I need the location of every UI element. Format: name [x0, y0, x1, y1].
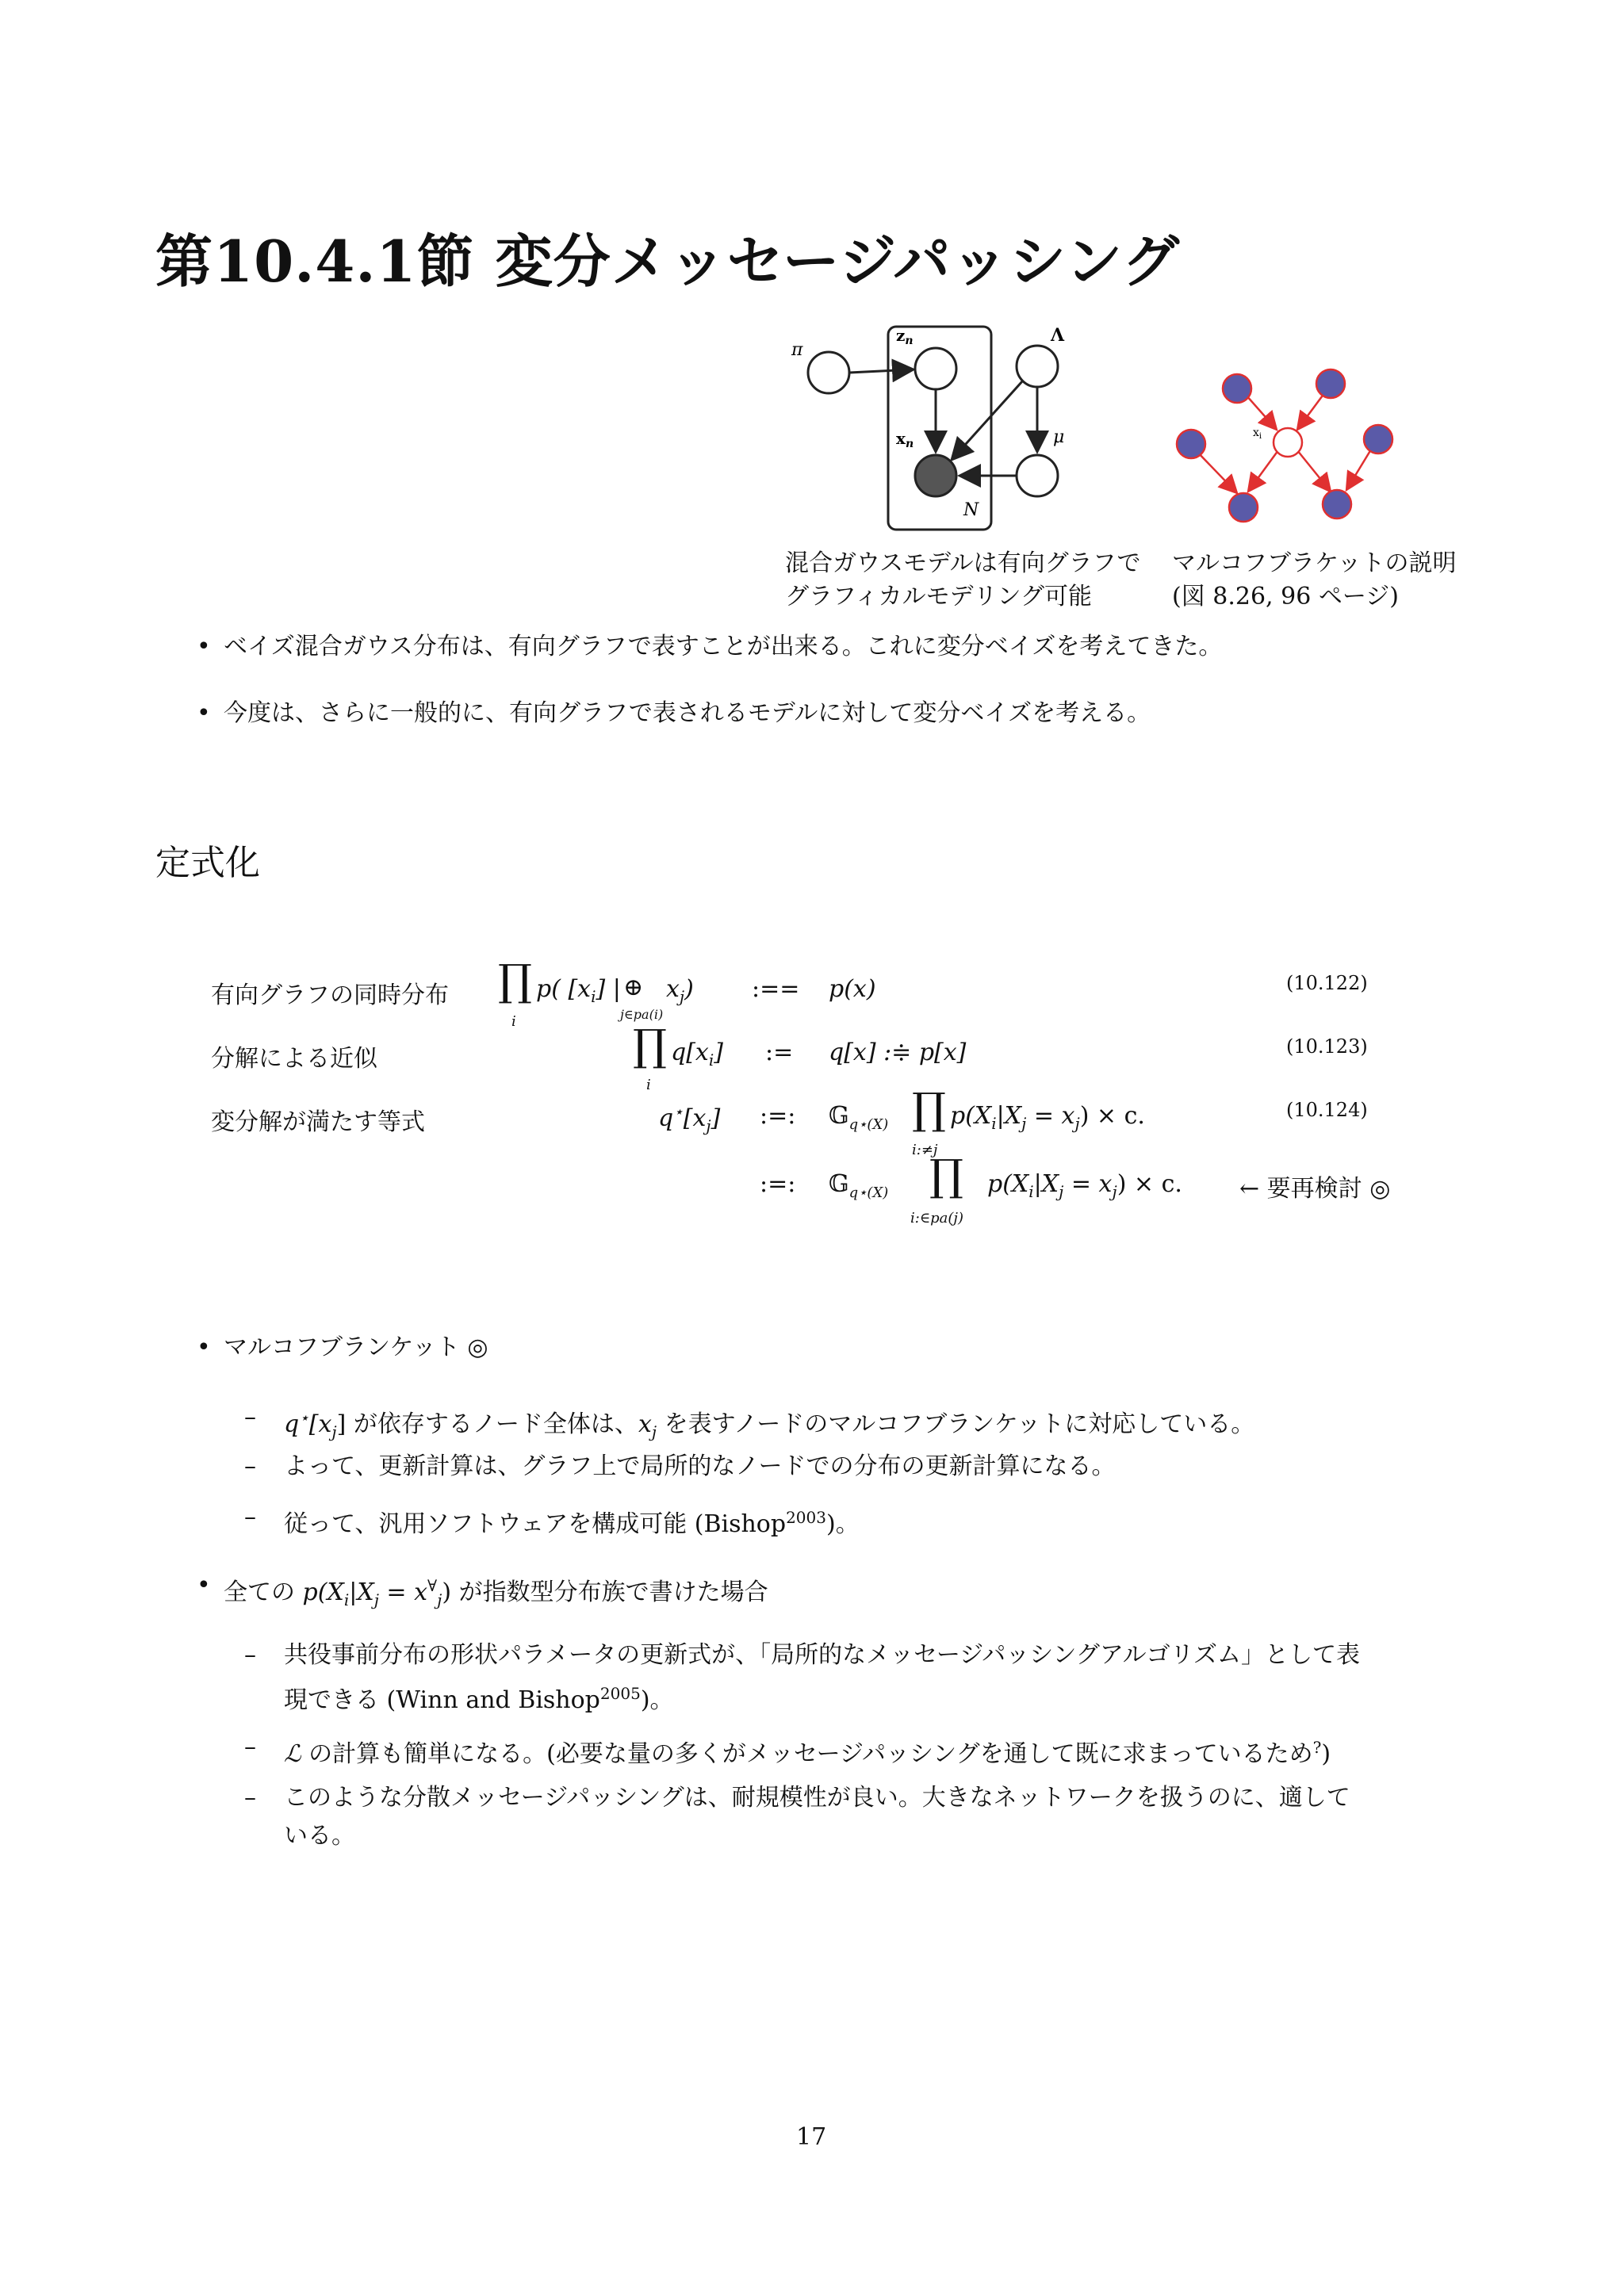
mb-edge-6	[1346, 446, 1373, 490]
mb-edge-3	[1196, 450, 1237, 493]
eq-lhs-approx: $q[x_i]$	[671, 1039, 723, 1070]
eq-op-joint: :==	[752, 975, 800, 1003]
product-symbol: ∏	[912, 1084, 946, 1134]
sub-bullet-item: – 共役事前分布の形状パラメータの更新式が、「局所的なメッセージパッシングアルゴリズム」として表 現できる (Winn and Bishop$^{2005}$)。	[284, 1636, 1360, 1720]
mb-edge-5	[1297, 450, 1331, 492]
eq-rhs-approx: q[x] :≑ p[x]	[829, 1039, 967, 1066]
eq-op-variational: :=:	[760, 1102, 796, 1130]
sub-bullet-item: – ℒ の計算も簡単になる。(必要な量の多くがメッセージパッシングを通して既に求まっているため?)	[284, 1728, 1331, 1774]
bullet-text: マルコフブランケット ◎	[224, 1334, 488, 1361]
markov-caption-line1: マルコフブラケットの説明	[1172, 549, 1457, 577]
eq-label-approx: 分解による近似	[211, 1045, 377, 1073]
x-label: $x_n$	[896, 429, 914, 450]
eq-number: (10.124)	[1286, 1099, 1368, 1121]
product-subscript: i:∈pa(j)	[910, 1210, 964, 1226]
page-number: 17	[796, 2123, 827, 2151]
expectation-symbol: 𝔾$_{q⋆(X)}$	[829, 1102, 889, 1133]
product-symbol: ∏	[498, 955, 532, 1005]
mb-coparent-node-1	[1177, 430, 1205, 458]
subsection-title: 定式化	[155, 843, 260, 883]
sub-bullet-item: – このような分散メッセージパッシングは、耐規模性が良い。大きなネットワークを扱うのに、適して いる。	[284, 1779, 1350, 1855]
sub-bullet-dash: –	[244, 1733, 256, 1761]
eq-op-approx: :=	[765, 1039, 794, 1066]
mu-node	[1017, 455, 1058, 496]
eq-number: (10.122)	[1286, 972, 1368, 994]
sub-bullet-item: – 従って、汎用ソフトウェアを構成可能 (Bishop$^{2003}$)。	[284, 1498, 860, 1544]
bullet-text: 今度は、さらに一般的に、有向グラフで表されるモデルに対して変分ベイズを考える。	[224, 699, 1151, 727]
z-label: $z_n$	[896, 326, 914, 347]
product-symbol: ∏	[929, 1150, 963, 1200]
bullet-item	[197, 695, 1151, 733]
markov-caption-line2: (図 8.26, 96 ページ)	[1172, 583, 1399, 610]
sub-bullet-dash: –	[244, 1452, 256, 1480]
bullet-item	[197, 628, 1223, 666]
mb-edge-4	[1248, 450, 1278, 492]
mb-child-node-2	[1323, 490, 1351, 519]
eq-rhs-variational: $p(X_i|X_j = x_j) \times c$.	[950, 1102, 1145, 1133]
mb-center-label: $x_i$	[1253, 427, 1262, 441]
lambda-label: Λ	[1051, 325, 1065, 346]
product-subscript: i	[646, 1077, 651, 1093]
section-title: 第10.4.1節 変分メッセージパッシング	[155, 228, 1180, 295]
mb-parent-node-2	[1316, 369, 1345, 398]
bullet-dot: •	[197, 1334, 211, 1361]
oplus-subscript: j∈pa(i)	[620, 1007, 664, 1022]
z-node	[915, 348, 956, 389]
markov-figure-caption	[1172, 547, 1457, 614]
sub-bullet-dash: –	[244, 1641, 256, 1669]
expectation-symbol: 𝔾$_{q⋆(X)}$	[829, 1170, 889, 1201]
eq-label-variational: 変分解が満たす等式	[211, 1108, 425, 1136]
plate-label: N	[963, 500, 979, 520]
mu-label: μ	[1053, 427, 1065, 447]
eq-rhs-variational-2: $p(X_i|X_j = x_j) \times c$.	[987, 1170, 1182, 1201]
bullet-dot: •	[197, 699, 211, 727]
markov-blanket-figure	[1166, 357, 1404, 535]
edge-lambda-x	[952, 381, 1023, 460]
mb-parent-node-1	[1223, 374, 1251, 403]
product-subscript: i:≠j	[912, 1142, 938, 1158]
mb-center-node	[1274, 428, 1302, 457]
markov-blanket-svg	[1166, 357, 1404, 535]
sub-bullet-dash: –	[244, 1403, 256, 1431]
bullet-dot: •	[197, 633, 211, 660]
eq-lhs-joint: p( $[x_i]$ |	[536, 975, 621, 1006]
eq-xj: $x_j$)	[666, 975, 694, 1006]
oplus-symbol: ⊕	[623, 974, 644, 1001]
bullet-item	[197, 1329, 488, 1367]
edge-pi-z	[849, 369, 914, 373]
gmm-caption-line1: 混合ガウスモデルは有向グラフで	[785, 549, 1141, 577]
sub-bullet-dash: –	[244, 1503, 256, 1531]
sub-bullet-item: – $q^⋆[x_j]$ が依存するノード全体は、$x_j$ を表すノードのマルコフブランケットに対応している。	[284, 1399, 1254, 1451]
gmm-caption-line2: グラフィカルモデリング可能	[785, 583, 1092, 610]
eq-number: (10.123)	[1286, 1035, 1368, 1058]
gmm-graphical-model-figure	[785, 317, 1086, 539]
eq-rhs-joint: p(x)	[829, 975, 876, 1003]
eq-label-joint: 有向グラフの同時分布	[211, 982, 449, 1009]
eq-lhs-variational: $q^⋆[x_j]$	[658, 1102, 721, 1135]
pi-node	[808, 352, 849, 393]
x-node	[915, 455, 956, 496]
mb-coparent-node-2	[1364, 425, 1392, 453]
pi-label: π	[791, 340, 803, 360]
eq-op-variational-2: :=:	[760, 1170, 796, 1198]
gmm-graph-svg	[785, 317, 1086, 539]
bullet-text: ベイズ混合ガウス分布は、有向グラフで表すことが出来る。これに変分ベイズを考えてきた。	[224, 633, 1223, 660]
eq-review-note: ← 要再検討 ◎	[1239, 1175, 1391, 1203]
sub-bullet-item: – よって、更新計算は、グラフ上で局所的なノードでの分布の更新計算になる。	[284, 1448, 1116, 1486]
gmm-figure-caption	[785, 547, 1141, 614]
bullet-item: • 全ての $p(X_i|X_j = x^\forall_j)$ が指数型分布族で書けた場合	[224, 1567, 768, 1619]
mb-child-node-1	[1229, 493, 1258, 522]
sub-bullet-dash: –	[244, 1784, 256, 1812]
product-subscript: i	[511, 1013, 516, 1030]
bullet-dot: •	[197, 1571, 211, 1599]
product-symbol: ∏	[633, 1020, 667, 1070]
